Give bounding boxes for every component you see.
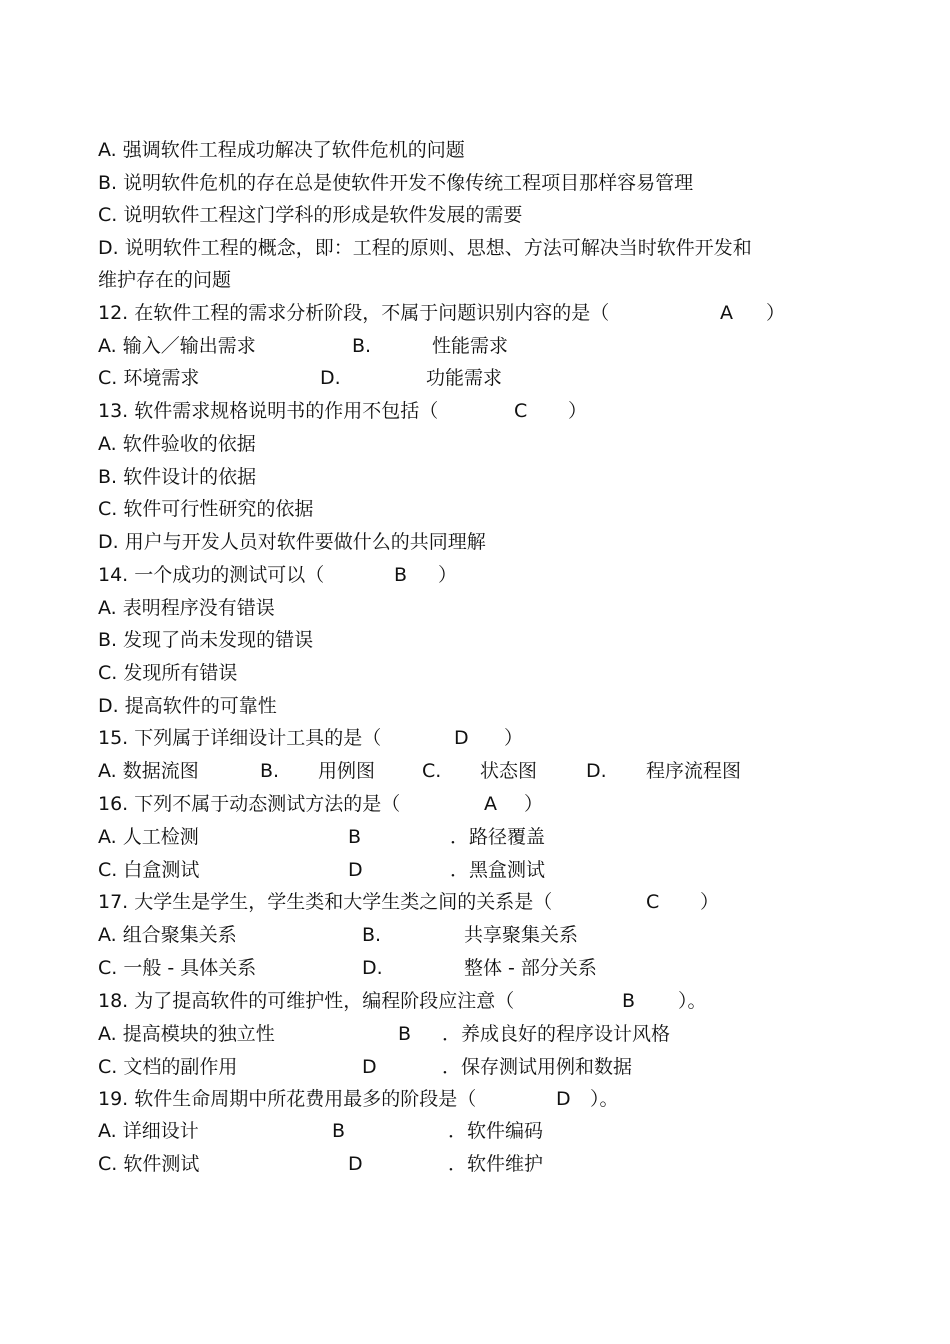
line-text: B. 发现了尚未发现的错误: [98, 629, 314, 651]
line-segment: D: [348, 859, 363, 881]
line-segment: B: [348, 826, 362, 848]
line-text: 16. 下列不属于动态测试方法的是（: [98, 793, 401, 815]
line-text: 17. 大学生是学生，学生类和大学生类之间的关系是（: [98, 891, 553, 913]
line-text: D. 说明软件工程的概念，即：工程的原则、思想、方法可解决当时软件开发和: [98, 237, 752, 259]
line-text: C. 软件测试: [98, 1153, 200, 1175]
line-segment: C.: [422, 760, 442, 782]
line-text: 维护存在的问题: [98, 269, 232, 291]
line-segment: A: [484, 793, 497, 815]
line-segment: 共享聚集关系: [464, 924, 579, 946]
line-text: B. 软件设计的依据: [98, 466, 257, 488]
line-segment: C: [646, 891, 660, 913]
line-segment: B: [622, 990, 636, 1012]
line-segment: D.: [586, 760, 607, 782]
line-segment: ）: [438, 564, 458, 586]
line-segment: A: [720, 302, 733, 324]
line-text: C. 软件可行性研究的依据: [98, 498, 314, 520]
line-text: A. 输入／输出需求: [98, 335, 256, 357]
line-text: C. 环境需求: [98, 367, 200, 389]
line-segment: D.: [320, 367, 341, 389]
line-text: A. 组合聚集关系: [98, 924, 237, 946]
line-text: 19. 软件生命周期中所花费用最多的阶段是（: [98, 1088, 477, 1110]
line-segment: C: [514, 400, 528, 422]
line-text: 18. 为了提高软件的可维护性，编程阶段应注意（: [98, 990, 515, 1012]
line-text: A. 详细设计: [98, 1120, 199, 1142]
line-text: C. 白盒测试: [98, 859, 200, 881]
line-segment: ）: [766, 302, 786, 324]
line-segment: B: [398, 1023, 412, 1045]
line-segment: 整体 - 部分关系: [464, 957, 597, 979]
line-segment: D.: [362, 957, 383, 979]
line-segment: 用例图: [318, 760, 376, 782]
line-segment: ）: [700, 891, 720, 913]
line-text: A. 表明程序没有错误: [98, 597, 275, 619]
line-text: 13. 软件需求规格说明书的作用不包括（: [98, 400, 439, 422]
line-segment: 性能需求: [432, 335, 509, 357]
line-text: 14. 一个成功的测试可以（: [98, 564, 325, 586]
line-segment: ）: [504, 727, 524, 749]
line-text: A. 提高模块的独立性: [98, 1023, 275, 1045]
line-segment: ）。: [678, 990, 707, 1012]
line-segment: B: [332, 1120, 346, 1142]
line-segment: ）。: [590, 1088, 619, 1110]
line-text: C. 一般 - 具体关系: [98, 957, 257, 979]
line-segment: B.: [362, 924, 382, 946]
line-text: B. 说明软件危机的存在总是使软件开发不像传统工程项目那样容易管理: [98, 172, 694, 194]
line-segment: ．路径覆盖: [450, 826, 546, 848]
line-segment: B.: [352, 335, 372, 357]
line-text: D. 用户与开发人员对软件要做什么的共同理解: [98, 531, 486, 553]
line-segment: 功能需求: [426, 367, 503, 389]
line-text: C. 说明软件工程这门学科的形成是软件发展的需要: [98, 204, 523, 226]
line-text: A. 人工检测: [98, 826, 199, 848]
line-segment: ．养成良好的程序设计风格: [442, 1023, 671, 1045]
line-segment: D: [556, 1088, 571, 1110]
line-segment: ）: [524, 793, 544, 815]
line-segment: ．软件维护: [448, 1153, 544, 1175]
line-text: A. 数据流图: [98, 760, 199, 782]
line-segment: ）: [568, 400, 588, 422]
line-segment: 程序流程图: [646, 760, 742, 782]
line-text: 12. 在软件工程的需求分析阶段，不属于问题识别内容的是（: [98, 302, 610, 324]
line-segment: ．软件编码: [448, 1120, 544, 1142]
line-text: A. 软件验收的依据: [98, 433, 256, 455]
line-segment: B.: [260, 760, 280, 782]
line-segment: B: [394, 564, 408, 586]
line-text: C. 发现所有错误: [98, 662, 238, 684]
line-text: C. 文档的副作用: [98, 1056, 238, 1078]
line-text: D. 提高软件的可靠性: [98, 695, 277, 717]
line-text: A. 强调软件工程成功解决了软件危机的问题: [98, 139, 465, 161]
line-segment: D: [348, 1153, 363, 1175]
line-segment: D: [362, 1056, 377, 1078]
line-segment: ．黑盒测试: [450, 859, 546, 881]
line-segment: D: [454, 727, 469, 749]
line-segment: 状态图: [480, 760, 538, 782]
line-segment: ．保存测试用例和数据: [442, 1056, 633, 1078]
line-text: 15. 下列属于详细设计工具的是（: [98, 727, 382, 749]
